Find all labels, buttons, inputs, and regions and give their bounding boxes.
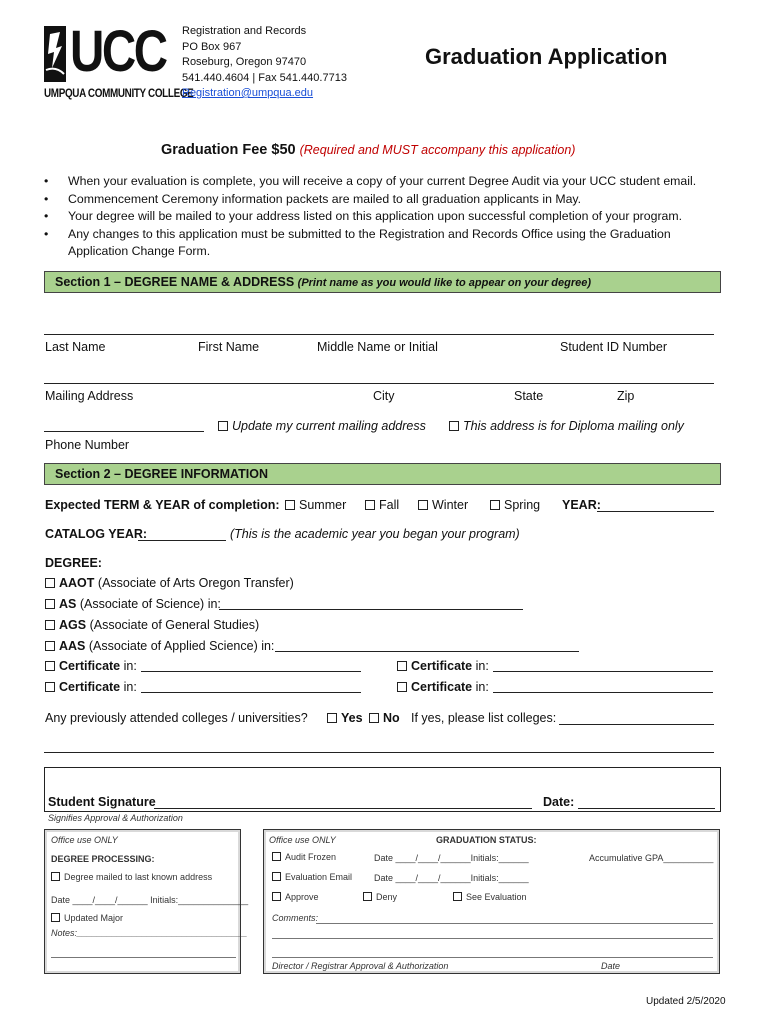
phone-line[interactable] [44,431,204,432]
middle-name-label: Middle Name or Initial [317,340,438,354]
diploma-only-checkbox[interactable]: This address is for Diploma mailing only [449,419,684,433]
checkbox-icon[interactable] [272,892,281,901]
notes-label: Notes:__________________________________ [51,928,248,938]
degree-aas-checkbox[interactable]: AAS (Associate of Applied Science) in: [45,639,274,653]
certificate-2-checkbox[interactable]: Certificate in: [397,659,489,673]
checkbox-icon[interactable] [45,620,55,630]
checkbox-icon[interactable] [272,852,281,861]
list-item: • Commencement Ceremony information packets are mailed to all graduation applicants in May. [44,191,582,206]
section-2-title: Section 2 – DEGREE INFORMATION [55,467,268,481]
office-line: Registration and Records [182,25,307,37]
degree-as-checkbox[interactable]: AS (Associate of Science) in: [45,597,221,611]
term-winter-checkbox[interactable]: Winter [418,498,468,512]
checkbox-icon[interactable] [45,682,55,692]
checkbox-icon[interactable] [285,500,295,510]
office-line: Roseburg, Oregon 97470 [182,56,307,68]
catalog-year-line[interactable] [138,540,226,541]
term-summer-checkbox[interactable]: Summer [285,498,346,512]
office-use-label: Office use ONLY [51,835,118,845]
certificate-4-line[interactable] [493,692,713,693]
fee-note: (Required and MUST accompany this application) [299,143,576,157]
checkbox-icon[interactable] [490,500,500,510]
name-line[interactable] [44,334,714,335]
office-email-link[interactable]: Registration@umpqua.edu [182,87,314,99]
section-1-title: Section 1 – DEGREE NAME & ADDRESS [55,275,295,289]
college-logo [44,19,194,106]
graduation-status-label: GRADUATION STATUS: [436,835,537,845]
fee-line [161,142,575,158]
list-item: • Your degree will be mailed to your address listed on this application upon successful completion of your program. [44,209,683,223]
fee-label: Graduation Fee $50 [161,142,296,158]
certificate-1-line[interactable] [141,671,361,672]
office-address [182,24,347,102]
colleges-extra-line[interactable] [44,752,714,753]
evaluation-email-checkbox[interactable]: Evaluation Email [272,872,352,882]
degree-mailed-checkbox[interactable]: Degree mailed to last known address [51,872,212,882]
accumulative-gpa: Accumulative GPA__________ [589,853,714,863]
checkbox-icon[interactable] [45,599,55,609]
checkbox-icon[interactable] [51,872,60,881]
checkbox-icon[interactable] [363,892,372,901]
certificate-3-checkbox[interactable]: Certificate in: [45,680,137,694]
list-item: • Any changes to this application must be submitted to the Registration and Records Office using the Graduation [44,226,671,241]
see-evaluation-checkbox[interactable]: See Evaluation [453,892,527,902]
zip-label: Zip [617,389,635,403]
expected-term-label: Expected TERM & YEAR of completion: [45,498,280,512]
aas-major-line[interactable] [275,651,579,652]
signature-date-line[interactable] [578,808,715,809]
office-use-left-box [44,829,249,974]
office-use-right-box [263,829,720,974]
degree-label: DEGREE: [45,556,102,570]
approval-note: Signifies Approval & Authorization [48,813,183,823]
certificate-2-line[interactable] [493,671,713,672]
phone-label: Phone Number [45,438,130,452]
year-label: YEAR: [562,498,601,512]
catalog-year-label: CATALOG YEAR: [45,527,148,541]
office-line: 541.440.4604 | Fax 541.440.7713 [182,71,347,84]
update-address-checkbox[interactable]: Update my current mailing address [218,419,426,433]
signature-date-label: Date: [543,795,575,809]
checkbox-icon[interactable] [327,713,337,723]
approve-checkbox[interactable]: Approve [272,892,319,902]
signature-box [44,767,721,812]
section-1-header [44,271,721,293]
colleges-question: Any previously attended colleges / universities? [45,711,308,725]
address-line[interactable] [44,383,714,384]
director-approval-label: Director / Registrar Approval & Authorization [272,961,449,971]
processing-date-initials: Date ____/____/______ Initials:______________ [51,895,249,905]
catalog-year-note: (This is the academic year you began your program) [230,527,520,541]
updated-date: Updated 2/5/2020 [646,996,726,1007]
student-id-label: Student ID Number [560,340,667,354]
last-name-label: Last Name [45,340,106,354]
degree-ags-checkbox[interactable]: AGS (Associate of General Studies) [45,618,259,632]
updated-major-checkbox[interactable]: Updated Major [51,913,123,923]
checkbox-icon[interactable] [218,421,228,431]
checkbox-icon[interactable] [397,682,407,692]
checkbox-icon[interactable] [45,578,55,588]
checkbox-icon[interactable] [365,500,375,510]
audit-frozen-checkbox[interactable]: Audit Frozen [272,852,336,862]
audit-date-initials: Date ____/____/______Initials:______ [374,853,529,863]
term-fall-checkbox[interactable]: Fall [365,498,399,512]
student-signature-label: Student Signature [48,795,156,809]
checkbox-icon[interactable] [272,872,281,881]
colleges-yes-checkbox[interactable]: Yes [327,711,363,725]
state-label: State [514,389,544,403]
comments-line-2[interactable] [272,938,713,939]
certificate-3-line[interactable] [141,692,361,693]
notes-line[interactable] [51,957,236,958]
mailing-address-label: Mailing Address [45,389,134,403]
approval-signature-line[interactable] [272,957,713,958]
info-bullets [44,173,696,261]
city-label: City [373,389,395,403]
degree-aaot-checkbox[interactable]: AAOT (Associate of Arts Oregon Transfer) [45,576,294,590]
as-major-line[interactable] [219,609,523,610]
certificate-4-checkbox[interactable]: Certificate in: [397,680,489,694]
term-spring-checkbox[interactable]: Spring [490,498,540,512]
checkbox-icon[interactable] [369,713,379,723]
office-use-label: Office use ONLY [269,835,336,845]
signature-line[interactable] [154,808,532,809]
checkbox-icon[interactable] [418,500,428,510]
colleges-no-checkbox[interactable]: No [369,711,400,725]
section-1-note: (Print name as you would like to appear on your degree) [297,277,592,289]
colleges-list-line[interactable] [559,724,714,725]
list-item: • When your evaluation is complete, you will receive a copy of your current Degree Audit via your UCC student email. [44,174,697,188]
comments-line-1[interactable] [316,923,713,924]
checkbox-icon[interactable] [51,913,60,922]
college-name: UMPQUA COMMUNITY COLLEGE [44,88,194,100]
certificate-1-checkbox[interactable]: Certificate in: [45,659,137,673]
checkbox-icon[interactable] [45,641,55,651]
checkbox-icon[interactable] [449,421,459,431]
logo-text: UCC [70,19,166,84]
first-name-label: First Name [198,340,260,354]
degree-processing-label: DEGREE PROCESSING: [51,854,155,864]
director-date-label: Date [601,961,621,971]
list-item-continued: Application Change Form. [68,244,211,258]
office-line: PO Box 967 [182,40,242,53]
comments-label: Comments: [272,913,319,923]
page-title: Graduation Application [425,44,668,69]
checkbox-icon[interactable] [45,661,55,671]
year-line[interactable] [597,511,714,512]
evaluation-date-initials: Date ____/____/______Initials:______ [374,873,529,883]
deny-checkbox[interactable]: Deny [363,892,397,902]
checkbox-icon[interactable] [397,661,407,671]
section-2-header [44,463,721,485]
checkbox-icon[interactable] [453,892,462,901]
colleges-list-label: If yes, please list colleges: [411,711,557,725]
